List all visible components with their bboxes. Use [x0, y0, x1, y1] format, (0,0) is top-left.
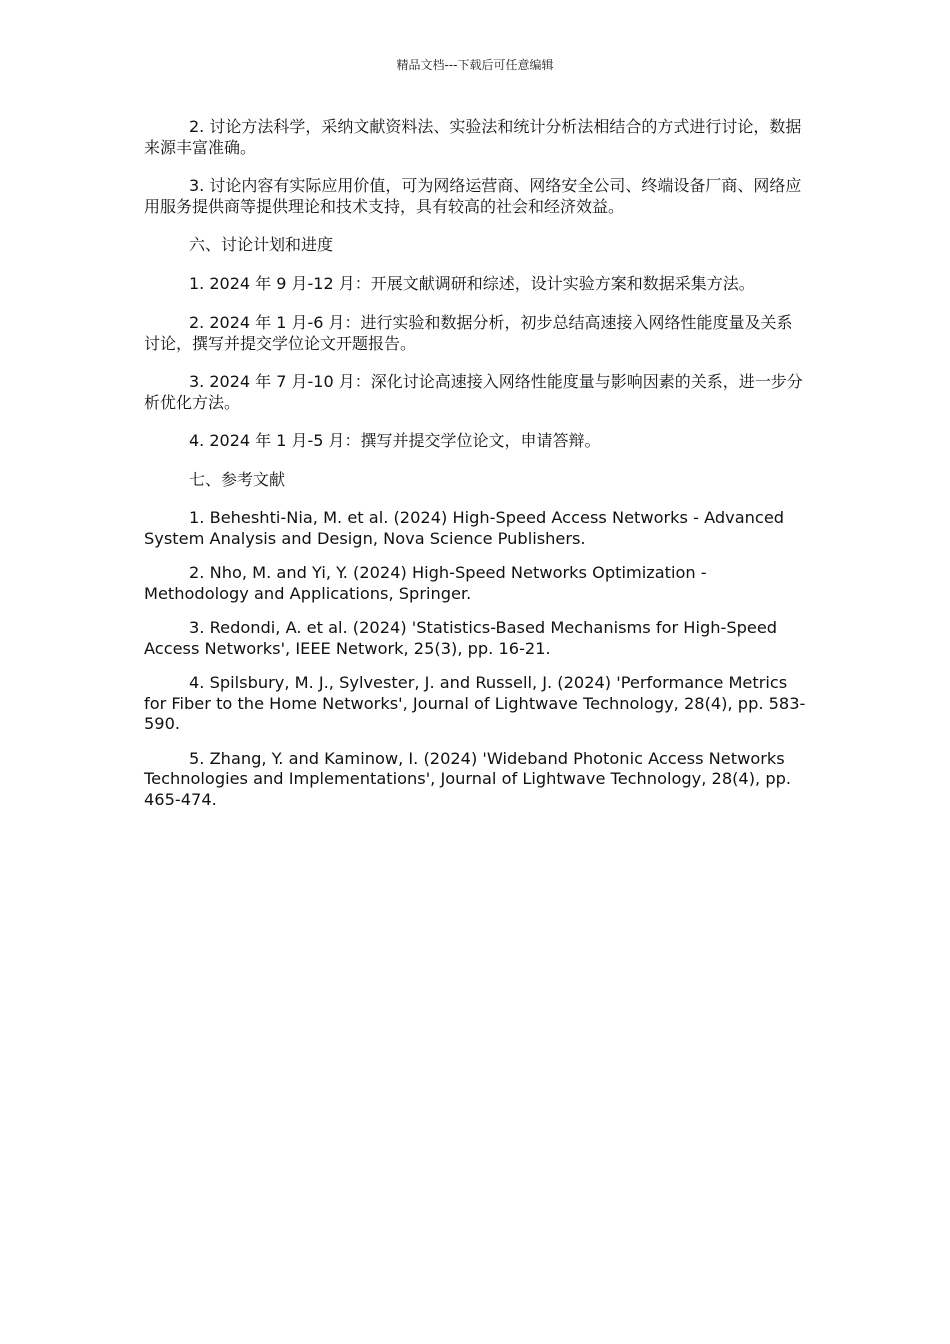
plan-item-2: 2. 2024 年 1 月-6 月：进行实验和数据分析，初步总结高速接入网络性能度量及关系讨论，撰写并提交学位论文开题报告。	[144, 313, 793, 353]
reference-item-2: 2. Nho, M. and Yi, Y. (2024) High-Speed Networks Optimization - Methodology and Applications, Springer.	[144, 563, 707, 603]
plan-item-1: 1. 2024 年 9 月-12 月：开展文献调研和综述，设计实验方案和数据采集方法。	[189, 274, 755, 293]
reference-item-3: 3. Redondi, A. et al. (2024) 'Statistics-Based Mechanisms for High-Speed Access Networks', IEEE Network, 25(3), pp. 16-21.	[144, 618, 778, 658]
section-heading-references: 七、参考文献	[189, 470, 286, 489]
advantage-paragraph-3: 3. 讨论内容有实际应用价值，可为网络运营商、网络安全公司、终端设备厂商、网络应用服务提供商等提供理论和技术支持，具有较高的社会和经济效益。	[144, 176, 802, 216]
reference-item-1: 1. Beheshti-Nia, M. et al. (2024) High-Speed Access Networks - Advanced System Analysis and Design, Nova Science Publishers.	[144, 508, 785, 548]
page-header: 精品文档---下载后可任意编辑	[396, 58, 554, 72]
document-body	[144, 116, 806, 824]
plan-item-4: 4. 2024 年 1 月-5 月：撰写并提交学位论文，申请答辩。	[189, 431, 601, 450]
section-heading-plan: 六、讨论计划和进度	[189, 235, 334, 254]
plan-item-3: 3. 2024 年 7 月-10 月：深化讨论高速接入网络性能度量与影响因素的关系，进一步分析优化方法。	[144, 372, 803, 412]
reference-item-5: 5. Zhang, Y. and Kaminow, I. (2024) 'Wideband Photonic Access Networks Technologies and Implementations', Journal of Lightwave Technology, 28(4), pp. 465-474.	[144, 748, 792, 809]
reference-item-4: 4. Spilsbury, M. J., Sylvester, J. and Russell, J. (2024) 'Performance Metrics for Fiber to the Home Networks', Journal of Lightwave Technology, 28(4), pp. 583-590.	[144, 673, 806, 733]
advantage-paragraph-2: 2. 讨论方法科学，采纳文献资料法、实验法和统计分析法相结合的方式进行讨论，数据来源丰富准确。	[144, 117, 802, 157]
